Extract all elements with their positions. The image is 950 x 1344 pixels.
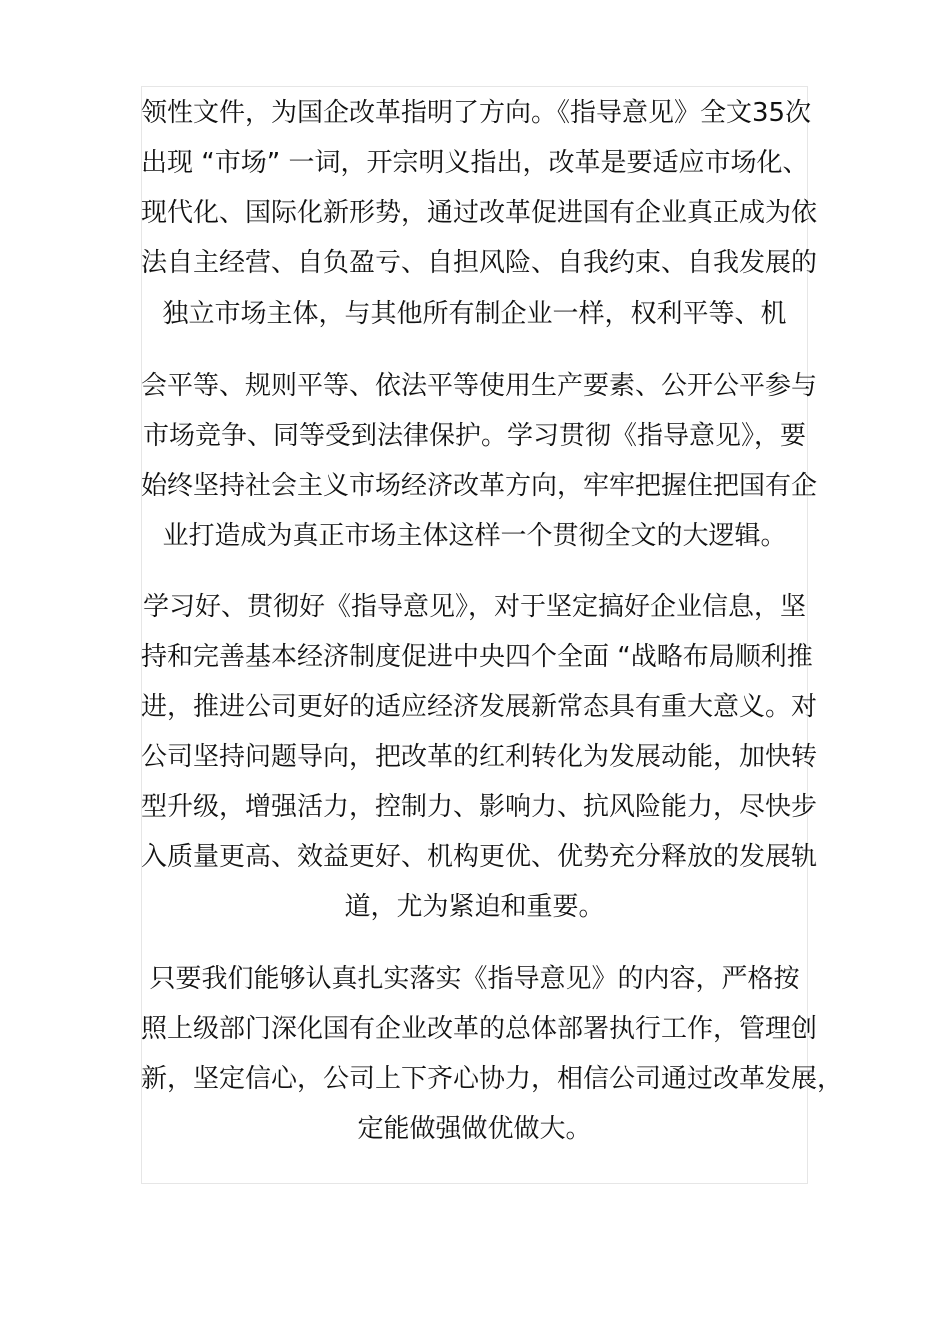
text-line: 独立市场主体，与其他所有制企业一样，权利平等、机 bbox=[162, 299, 787, 329]
text-line: 照上级部门深化国有企业改革的总体部署执行工作，管理创 bbox=[141, 1014, 818, 1044]
text-line: 定能做强做优做大。 bbox=[357, 1114, 592, 1144]
text-line: 业打造成为真正市场主体这样一个贯彻全文的大逻辑。 bbox=[162, 521, 787, 551]
text-line: 法自主经营、自负盈亏、自担风险、自我约束、自我发展的 bbox=[141, 248, 818, 278]
text-line: 现代化、国际化新形势，通过改革促进国有企业真正成为依 bbox=[141, 198, 818, 228]
text-line: 只要我们能够认真扎实落实《指导意见》的内容，严格按 bbox=[149, 964, 800, 994]
text-line: 领性文件，为国企改革指明了方向。《指导意见》全文35次 bbox=[141, 98, 812, 128]
text-line: 新，坚定信心，公司上下齐心协力，相信公司通过改革发展， bbox=[141, 1064, 844, 1094]
text-line: 出现 “市场” 一词，开宗明义指出，改革是要适应市场化、 bbox=[141, 148, 809, 178]
text-line: 学习好、贯彻好《指导意见》，对于坚定搞好企业信息，坚 bbox=[142, 592, 806, 622]
text-line: 道，尤为紧迫和重要。 bbox=[344, 892, 605, 922]
text-line: 进，推进公司更好的适应经济发展新常态具有重大意义。对 bbox=[141, 692, 818, 722]
text-line: 市场竞争、同等受到法律保护。学习贯彻《指导意见》，要 bbox=[142, 421, 806, 451]
text-line: 入质量更高、效益更好、机构更优、优势充分释放的发展轨 bbox=[141, 842, 818, 872]
text-line: 公司坚持问题导向，把改革的红利转化为发展动能，加快转 bbox=[141, 742, 818, 772]
text-line: 持和完善基本经济制度促进中央四个全面 “战略布局顺利推 bbox=[141, 642, 813, 672]
text-line: 会平等、规则平等、依法平等使用生产要素、公开公平参与 bbox=[141, 371, 818, 401]
text-line: 始终坚持社会主义市场经济改革方向，牢牢把握住把国有企 bbox=[141, 471, 818, 501]
text-line: 型升级，增强活力，控制力、影响力、抗风险能力，尽快步 bbox=[141, 792, 818, 822]
